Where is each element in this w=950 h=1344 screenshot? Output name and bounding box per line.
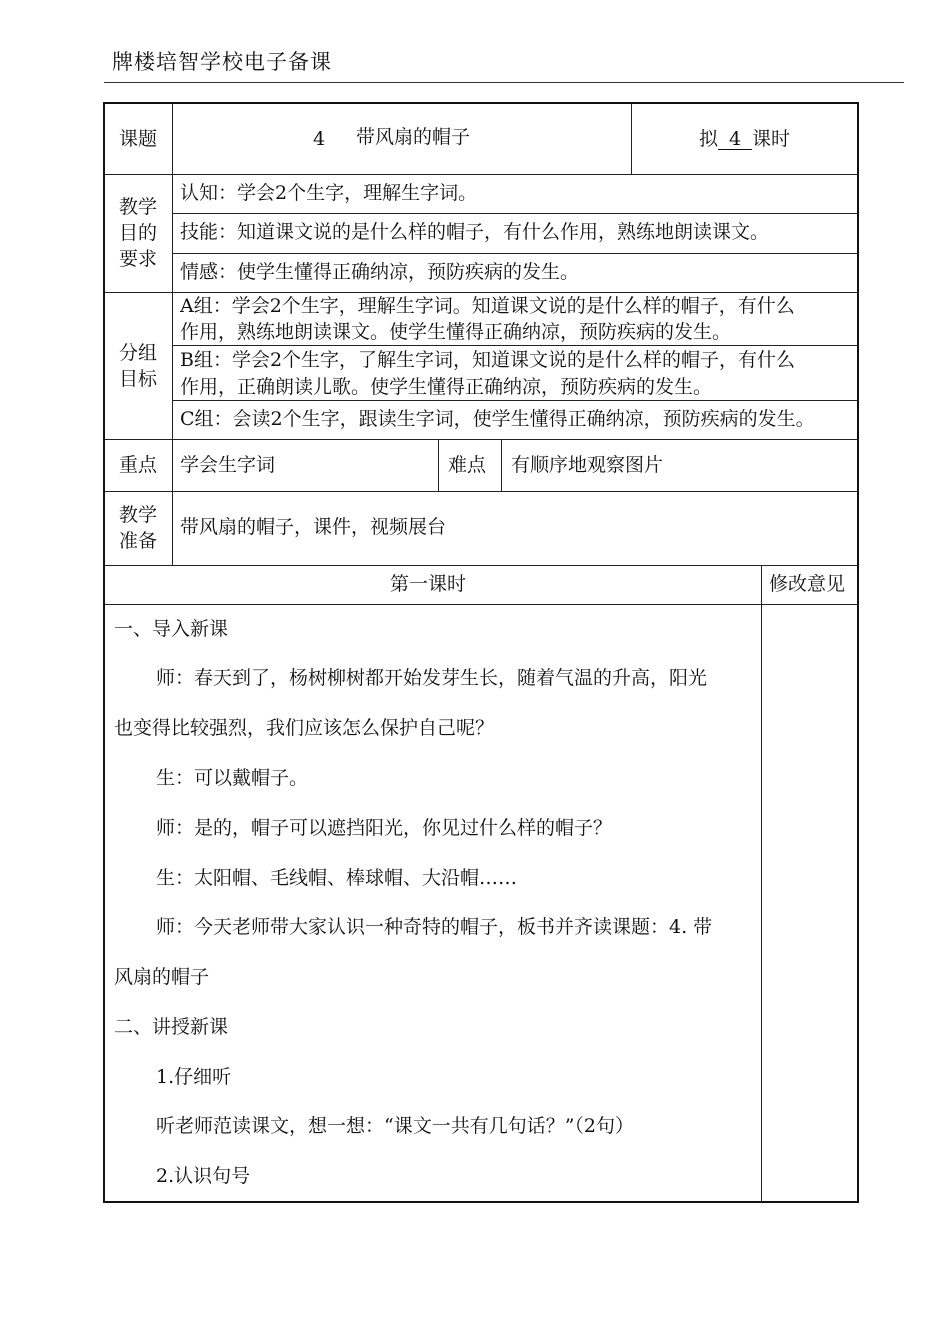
objective-emotion: 情感：使学生懂得正确纳凉，预防疾病的发生。	[180, 261, 580, 283]
body-line: 1.仔细听	[156, 1066, 232, 1088]
body-line: 风扇的帽子	[114, 966, 210, 988]
prep-value: 带风扇的帽子，课件，视频展台	[180, 516, 447, 538]
body-line: 师：今天老师带大家认识一种奇特的帽子，板书并齐读课题：4. 带	[156, 916, 713, 938]
body-line: 师：是的，帽子可以遮挡阳光，你见过什么样的帽子？	[156, 817, 613, 839]
key-point-value: 学会生字词	[180, 454, 276, 476]
notes-label: 修改意见	[769, 573, 846, 595]
body-line: 也变得比较强烈，我们应该怎么保护自己呢？	[114, 717, 495, 739]
body-line: 生：太阳帽、毛线帽、棒球帽、大沿帽……	[156, 867, 518, 889]
row-divider	[105, 174, 857, 175]
row-divider	[105, 439, 857, 440]
body-line: 听老师范读课文，想一想：“课文一共有几句话？”（2句）	[156, 1115, 635, 1137]
body-line: 一、导入新课	[114, 618, 229, 640]
objectives-label: 教学 目的 要求	[118, 196, 157, 270]
row-divider	[105, 491, 857, 492]
column-divider	[631, 104, 632, 174]
group-c-line1: C组：会读2个生字，跟读生字词，使学生懂得正确纳凉，预防疾病的发生。	[180, 408, 815, 430]
difficulty-value: 有顺序地观察图片	[511, 454, 664, 476]
column-divider	[172, 104, 173, 565]
lesson-number: 4	[313, 128, 326, 150]
period-suffix: 课时	[752, 128, 791, 150]
column-divider	[761, 565, 762, 1201]
row-divider	[105, 604, 857, 605]
row-divider	[172, 213, 857, 214]
column-divider	[501, 439, 502, 491]
session-title: 第一课时	[390, 573, 467, 595]
row-divider	[105, 565, 857, 566]
body-line: 生：可以戴帽子。	[156, 767, 309, 789]
lesson-period	[699, 130, 790, 150]
objective-cognitive: 认知：学会2个生字，理解生字词。	[180, 182, 478, 204]
document-header-title: 牌楼培智学校电子备课	[112, 50, 332, 74]
difficulty-label: 难点	[448, 454, 487, 476]
row-divider	[172, 253, 857, 254]
body-line: 2.认识句号	[156, 1165, 251, 1187]
group-b-line1: B组：学会2个生字，了解生字词，知道课文说的是什么样的帽子，有什么	[180, 349, 796, 371]
row-divider	[172, 345, 857, 346]
row-divider	[105, 292, 857, 293]
lesson-title: 带风扇的帽子	[356, 126, 471, 148]
row-divider	[172, 400, 857, 401]
header-rule	[104, 82, 904, 83]
groups-label: 分组 目标	[118, 342, 157, 390]
prep-label: 教学 准备	[118, 504, 157, 552]
lesson-plan-table	[103, 102, 859, 1203]
key-point-label: 重点	[119, 454, 158, 476]
period-count: 4	[718, 130, 752, 150]
body-line: 师：春天到了，杨树柳树都开始发芽生长，随着气温的升高，阳光	[156, 667, 708, 689]
column-divider	[438, 439, 439, 491]
period-prefix: 拟	[699, 128, 719, 150]
group-a-line2: 作用，熟练地朗读课文。使学生懂得正确纳凉，预防疾病的发生。	[180, 321, 732, 343]
group-a-line1: A组：学会2个生字，理解生字词。知道课文说的是什么样的帽子，有什么	[180, 295, 795, 317]
group-b-line2: 作用，正确朗读儿歌。使学生懂得正确纳凉，预防疾病的发生。	[180, 376, 713, 398]
lesson-label: 课题	[119, 128, 158, 150]
body-line: 二、讲授新课	[114, 1016, 229, 1038]
objective-skill: 技能：知道课文说的是什么样的帽子，有什么作用，熟练地朗读课文。	[180, 221, 770, 243]
